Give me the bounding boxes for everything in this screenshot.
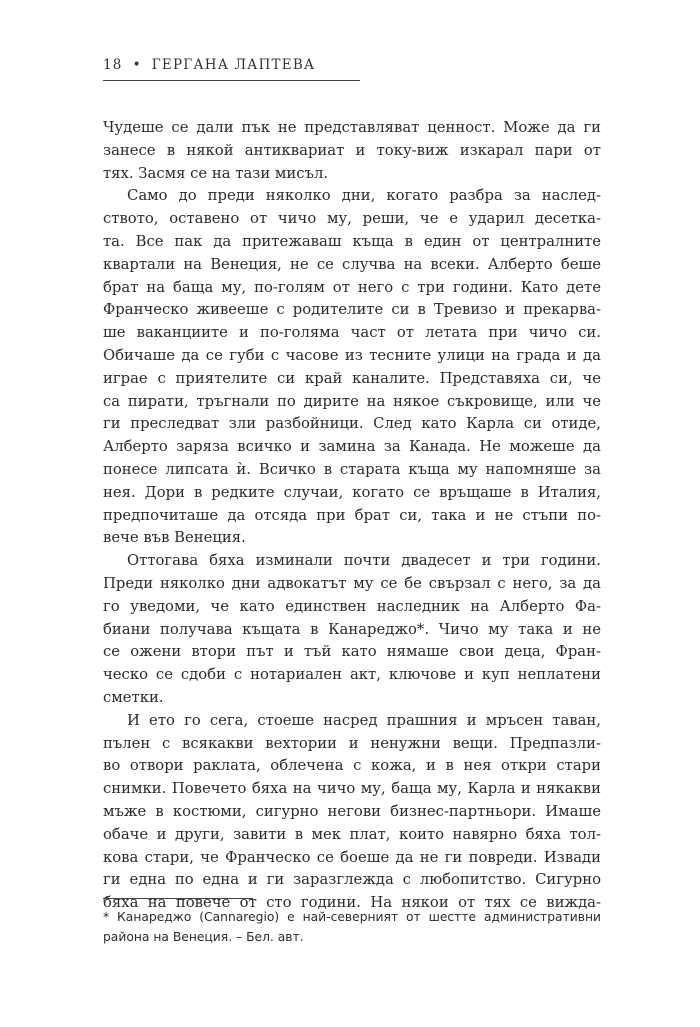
body-line: играе с приятелите си край каналите. Представяха си, че (103, 369, 601, 387)
body-line: Оттогава бяха изминали почти двадесет и три години. (127, 552, 601, 570)
body-line: обаче и други, завити в мек плат, които навярно бяха тол- (103, 825, 601, 843)
body-line: го уведоми, че като единствен наследник на Алберто Фа- (103, 597, 601, 615)
body-line: занесе в някой антиквариат и току-виж изкарал пари от (103, 141, 601, 159)
body-line: бяха на повече от сто години. На някои от тях се вижда- (103, 894, 601, 912)
body-line: биани получава къщата в Канареджо*. Чичо му така и не (103, 620, 601, 638)
footnote (103, 907, 601, 947)
body-line: ше ваканциите и по-голяма част от летата при чичо си. (103, 324, 601, 342)
body-line: понесе липсата ѝ. Всичко в старата къща му напомняше за (103, 460, 601, 478)
body-line: Алберто заряза всичко и замина за Канада. Не можеше да (103, 438, 601, 456)
footnote-rule (103, 898, 253, 899)
body-line: се ожени втори път и тъй като нямаше свои деца, Фран- (103, 643, 601, 661)
body-line: Чудеше се дали пък не представляват ценност. Може да ги (103, 119, 601, 136)
body-line: предпочиташе да отсяда при брат си, така и не стъпи по- (103, 506, 601, 524)
body-line: снимки. Повечето бяха на чичо му, баща му, Карла и някакви (103, 780, 601, 798)
body-line: ческо се сдоби с нотариален акт, ключове и куп неплатени (103, 666, 601, 684)
body-line: во отвори раклата, облечена с кожа, и в нея откри стари (103, 757, 601, 775)
header-separator: • (132, 57, 142, 73)
running-header (103, 57, 583, 73)
body-line: ги една по една и ги заразглежда с любопитство. Сигурно (103, 871, 601, 889)
body-line: вече във Венеция. (103, 529, 246, 547)
body-text (103, 117, 601, 915)
body-line: ството, оставено от чичо му, реши, че е ударил десетка- (103, 210, 601, 228)
body-line: Обичаше да се губи с часове из тесните улици на града и да (103, 346, 601, 364)
body-line: И ето го сега, стоеше насред прашния и мръсен таван, (127, 711, 601, 729)
body-line: нея. Дори в редките случаи, когато се връщаше в Италия, (103, 483, 601, 501)
body-line: пълен с всякакви вехтории и ненужни вещи. Предпазли- (103, 734, 601, 752)
body-line: ги преследват зли разбойници. След като Карла си отиде, (103, 415, 601, 433)
body-line: сметки. (103, 688, 164, 706)
footnote-line: * Канареджо (Cannaregio) е най-северният от шестте административни (103, 910, 601, 924)
body-line: кова стари, че Франческо се боеше да не ги повреди. Извади (103, 848, 601, 866)
body-line: Само до преди няколко дни, когато разбра за наслед- (127, 187, 601, 205)
body-line: та. Все пак да притежаваш къща в един от централните (103, 232, 601, 250)
body-line: тях. Засмя се на тази мисъл. (103, 164, 329, 182)
page-number: 18 (103, 57, 123, 73)
author-name: ГЕРГАНА ЛАПТЕВА (151, 57, 316, 73)
body-line: Франческо живееше с родителите си в Тревизо и прекарва- (103, 301, 601, 319)
body-line: мъже в костюми, сигурно негови бизнес-партньори. Имаше (103, 802, 601, 820)
body-line: брат на баща му, по-голям от него с три години. Като дете (103, 278, 601, 296)
header-rule (103, 80, 360, 81)
body-line: Преди няколко дни адвокатът му се бе свързал с него, за да (103, 574, 601, 592)
footnote-line: района на Венеция. – Бел. авт. (103, 930, 304, 944)
body-line: квартали на Венеция, не се случва на всеки. Алберто беше (103, 255, 601, 273)
body-line: са пирати, тръгнали по дирите на някое съкровище, или че (103, 392, 601, 410)
